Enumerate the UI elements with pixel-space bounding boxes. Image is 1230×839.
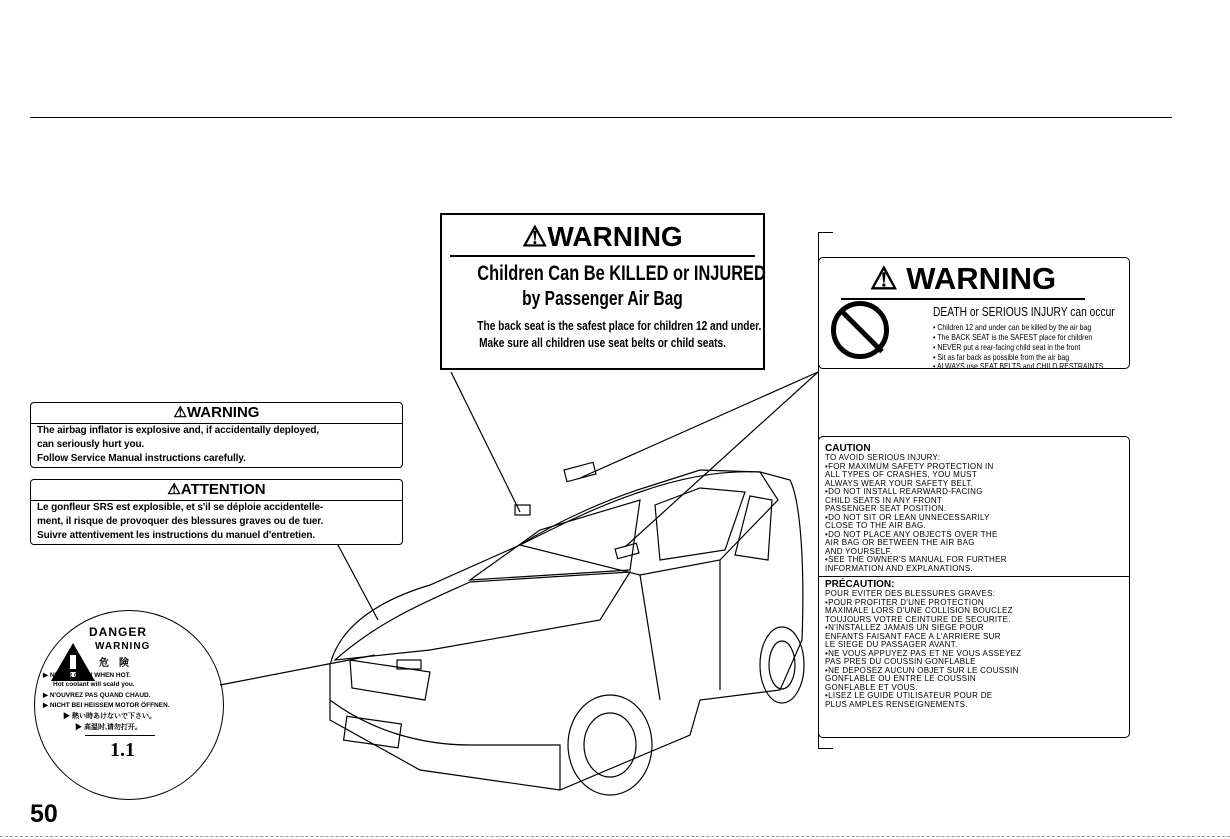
precaution-line: GONFLABLE OU ENTRE LE COUSSIN: [825, 674, 976, 683]
center-line-2: by Passenger Air Bag: [522, 288, 683, 310]
danger-line: Hot coolant will scald you.: [53, 681, 135, 688]
caution-line: AND YOURSELF.: [825, 546, 893, 556]
precaution-line: •POUR PROFITER D'UNE PROTECTION: [825, 597, 984, 607]
caution-line: PASSENGER SEAT POSITION.: [825, 504, 947, 513]
danger-line: NEVER OPEN WHEN HOT.: [49, 672, 131, 679]
warning-triangle-icon: ⚠: [167, 481, 181, 498]
caution-line: •DO NOT INSTALL REARWARD-FACING: [825, 487, 983, 496]
left-warning-line: can seriously hurt you.: [37, 439, 145, 450]
danger-radiator-label: DANGER WARNING 危 険 ▶ NEVER OPEN WHEN HOT. Hot coolant will scald you. ▶ N'OUVREZ PAS QUAND CHAUD. ▶ NICHT BEI HEISSEM MOTOR ÖFFNEN. ▶ 熱い時あけないで下さい。 ▶ 高温时,请勿打开。 1.1: [34, 610, 224, 800]
no-child-seat-icon: [831, 301, 889, 359]
center-line-4: Make sure all children use seat belts or child seats.: [479, 335, 726, 350]
left-attention-line: Le gonfleur SRS est explosible, et s'il se déploie accidentelle-: [37, 502, 324, 513]
left-warning-label: ⚠WARNING The airbag inflator is explosive and, if accidentally deployed, can seriously hurt you. Follow Service Manual instructions carefully.: [30, 402, 403, 468]
right-warning-item: • NEVER put a rear-facing child seat in the front: [933, 342, 1081, 352]
left-attention-line: Suivre attentivement les instructions du manuel d'entretien.: [37, 530, 316, 541]
left-warning-line: The airbag inflator is explosive and, if accidentally deployed,: [37, 425, 320, 436]
caution-label: [818, 436, 1130, 738]
warning-triangle-icon: ⚠: [173, 404, 187, 421]
center-line-3: The back seat is the safest place for children 12 and under.: [477, 318, 762, 333]
precaution-line: TOUJOURS VOTRE CEINTURE DE SECURITE.: [825, 614, 1011, 624]
caution-line: TO AVOID SERIOUS INJURY:: [825, 453, 941, 462]
caution-line: AIR BAG OR BETWEEN THE AIR BAG: [825, 538, 975, 547]
caution-line: •SEE THE OWNER'S MANUAL FOR FURTHER: [825, 555, 1007, 564]
danger-title: DANGER: [89, 625, 148, 639]
left-attention-line: ment, il risque de provoquer des blessures graves ou de tuer.: [37, 516, 324, 527]
caution-lines: [819, 454, 1129, 573]
precaution-line: PLUS AMPLES RENSEIGNEMENTS.: [825, 699, 968, 709]
precaution-line: •N'INSTALLEZ JAMAIS UN SIEGE POUR: [825, 623, 984, 632]
caution-line: ALL TYPES OF CRASHES, YOU MUST: [825, 470, 977, 479]
caution-line: ALWAYS WEAR YOUR SAFETY BELT.: [825, 478, 974, 488]
right-warning-item: • Children 12 and under can be killed by the air bag: [933, 322, 1092, 332]
danger-kanji: 危 険: [99, 658, 129, 669]
danger-pressure: 1.1: [110, 739, 135, 761]
precaution-line: LE SIEGE DU PASSAGER AVANT.: [825, 640, 958, 649]
warning-triangle-icon: ⚠: [869, 261, 898, 296]
right-warning-item: • ALWAYS use SEAT BELTS and CHILD RESTRAINTS: [933, 361, 1104, 371]
danger-line: 熱い時あけないで下さい。: [71, 713, 156, 720]
right-warning-death: DEATH or SERIOUS INJURY can occur: [933, 305, 1115, 319]
center-line-1: Children Can Be KILLED or INJURED: [477, 262, 766, 285]
right-warning-item: • The BACK SEAT is the SAFEST place for children: [933, 332, 1093, 342]
caution-line: INFORMATION AND EXPLANATIONS.: [825, 563, 973, 573]
caution-line: •DO NOT SIT OR LEAN UNNECESSARILY: [825, 512, 990, 522]
danger-warning: WARNING: [95, 641, 151, 652]
precaution-header: PRÉCAUTION:: [825, 579, 895, 590]
right-warning-label: ⚠ WARNING DEATH or SERIOUS INJURY can occur • Children 12 and under can be killed by the air bag • The BACK SEAT is the SAFEST place for children • NEVER put a rear-facing child seat in the front • Sit as far back as possible from the air bag • ALWAYS use SEAT BELTS and CHILD RESTRAINTS: [818, 257, 1130, 369]
right-warning-item: • Sit as far back as possible from the air bag: [933, 352, 1070, 362]
page-number: 50: [30, 800, 58, 828]
precaution-line: MAXIMALE LORS D'UNE COLLISION BOUCLEZ: [825, 606, 1013, 615]
danger-line: N'OUVREZ PAS QUAND CHAUD.: [49, 692, 151, 699]
precaution-line: PAS PRES DU COUSSIN GONFLABLE: [825, 657, 976, 666]
precaution-line: GONFLABLE ET VOUS.: [825, 682, 918, 692]
precaution-lines: [819, 590, 1129, 709]
precaution-line: •NE VOUS APPUYEZ PAS ET NE VOUS ASSEYEZ: [825, 648, 1022, 658]
warning-triangle-icon: ⚠: [522, 221, 548, 252]
center-warning-header: ⚠WARNING: [450, 219, 755, 257]
precaution-line: POUR EVITER DES BLESSURES GRAVES:: [825, 589, 996, 598]
precaution-line: ENFANTS FAISANT FACE A L'ARRIERE SUR: [825, 631, 1001, 641]
caution-line: •DO NOT PLACE ANY OBJECTS OVER THE: [825, 529, 998, 539]
bottom-rule: [0, 836, 1230, 837]
precaution-line: •LISEZ LE GUIDE UTILISATEUR POUR DE: [825, 691, 993, 700]
left-attention-label: ⚠ATTENTION Le gonfleur SRS est explosible, et s'il se déploie accidentelle- ment, il risque de provoquer des blessures graves ou de tuer. Suivre attentivement les instructions du manuel d'entretien.: [30, 479, 403, 545]
caution-line: CHILD SEATS IN ANY FRONT: [825, 495, 943, 505]
caution-header: CAUTION: [825, 443, 871, 454]
precaution-line: •NE DEPOSEZ AUCUN OBJET SUR LE COUSSIN: [825, 665, 1019, 675]
danger-line: 高温时,请勿打开。: [83, 724, 142, 731]
left-warning-line: Follow Service Manual instructions carefully.: [37, 453, 246, 464]
caution-line: •FOR MAXIMUM SAFETY PROTECTION IN: [825, 461, 994, 471]
center-warning-label: [440, 213, 765, 370]
caution-line: CLOSE TO THE AIR BAG.: [825, 521, 926, 530]
danger-line: NICHT BEI HEISSEM MOTOR ÖFFNEN.: [49, 702, 170, 709]
